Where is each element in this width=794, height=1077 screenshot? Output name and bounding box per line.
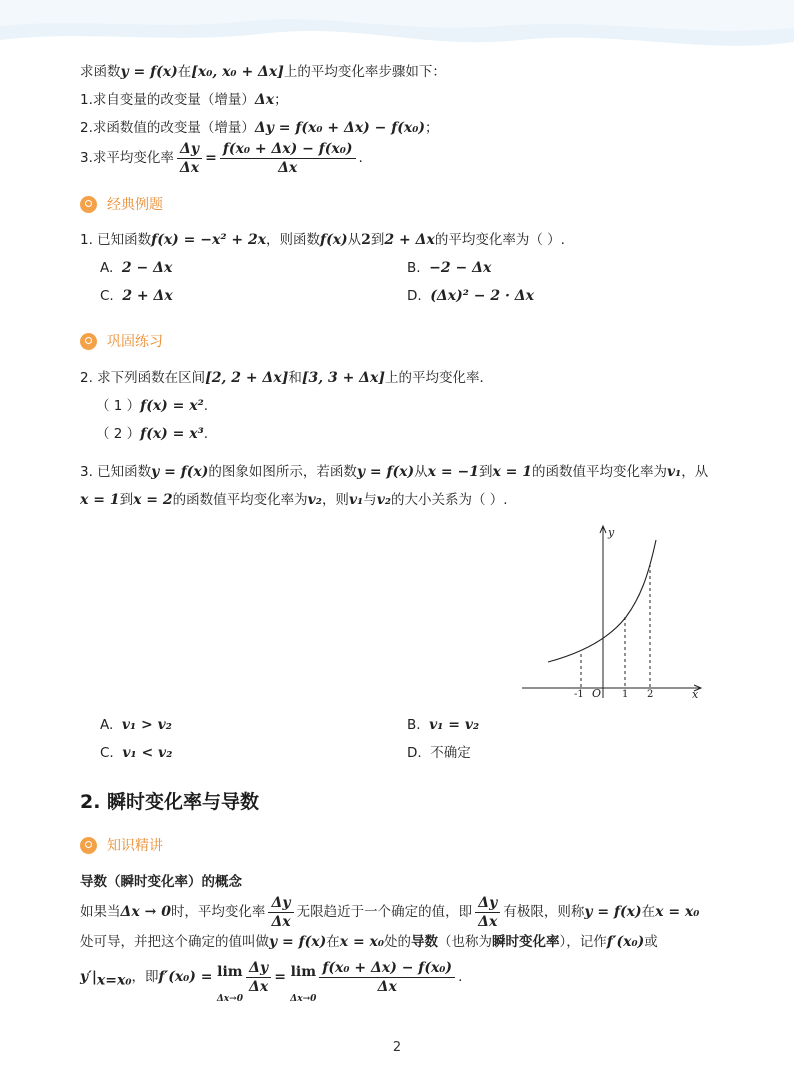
q2-part-1: （ 1 ）f(x) = x².	[96, 398, 209, 414]
section-2-title: 2. 瞬时变化率与导数	[80, 791, 260, 813]
bulb-icon	[80, 196, 97, 213]
origin-label: O	[592, 687, 602, 700]
concept-paragraph-1: 如果当Δx → 0时，平均变化率 $\frac{\Delta y}{\Delta x}$ 无限趋近于一个确定的值，即 $\frac{\Delta y}{\Delta x}$ 有极限，则称y = f(x)在x = x₀	[80, 894, 700, 930]
tick-label-neg1: -1	[574, 689, 584, 700]
tick-label-2: 2	[647, 689, 654, 700]
q3-option-b[interactable]: B. v₁ = v₂	[407, 717, 480, 733]
q2-part-2: （ 2 ）f(x) = x³.	[96, 426, 209, 442]
question-1-stem: 1. 已知函数f(x) = −x² + 2x，则函数f(x)从2到2 + Δx的平均变化率为（ ）.	[80, 232, 565, 248]
function-graph	[518, 522, 708, 702]
q1-option-a[interactable]: A. 2 − Δx	[100, 260, 173, 276]
intro-line-1: 求函数y = f(x)在[x₀, x₀ + Δx]上的平均变化率步骤如下：	[80, 64, 446, 80]
q1-option-b[interactable]: B. −2 − Δx	[407, 260, 492, 276]
section-heading-example: 经典例题	[80, 193, 163, 215]
limit-2: lim Δx→0	[290, 964, 317, 1004]
bulb-icon	[80, 333, 97, 350]
intro-step-2: 2.求函数值的改变量（增量）Δy = f(x₀ + Δx) − f(x₀)；	[80, 120, 439, 136]
fraction: $\frac{\Delta y}{\Delta x}$	[246, 959, 271, 996]
bulb-icon	[80, 837, 97, 854]
q1-option-d[interactable]: D. (Δx)² − 2 · Δx	[407, 288, 534, 304]
fraction: $\frac{\Delta y}{\Delta x}$	[268, 894, 293, 931]
fraction: $\frac{\text{f(x₀ + Δx) − f(x₀)}}{\Delta x}$	[220, 140, 356, 177]
intro-step-3: 3.求平均变化率 $\frac{\Delta y}{\Delta x}$ = $\frac{\text{f(x₀ + Δx) − f(x₀)}}{\Delta x}$ .	[80, 140, 363, 176]
fraction: $\frac{\Delta y}{\Delta x}$	[475, 894, 500, 931]
y-axis-label: y	[608, 526, 615, 539]
tick-label-1: 1	[622, 689, 629, 700]
x-axis-label: x	[692, 688, 699, 701]
fraction: $\frac{\text{f(x₀ + Δx) − f(x₀)}}{\Delta x}$	[319, 959, 455, 996]
q3-option-d[interactable]: D. 不确定	[407, 745, 471, 761]
curve	[548, 540, 656, 662]
page-number: 2	[392, 1040, 402, 1055]
intro-step-1: 1.求自变量的改变量（增量）Δx；	[80, 92, 288, 108]
section-heading-practice: 巩固练习	[80, 330, 163, 352]
limit-1: lim Δx→0	[216, 964, 243, 1004]
question-2-stem: 2. 求下列函数在区间[2, 2 + Δx]和[3, 3 + Δx]上的平均变化率．	[80, 370, 494, 386]
fraction: $\frac{\Delta y}{\Delta x}$	[177, 140, 202, 177]
question-3-line-2: x = 1到x = 2的函数值平均变化率为v₂，则v₁与v₂的大小关系为（ ）.	[80, 492, 508, 508]
concept-title: 导数（瞬时变化率）的概念	[80, 874, 242, 890]
concept-paragraph-3: $y'|_{x=x_0}$，即f′(x₀) = lim Δx→0 $\frac{\Delta y}{\Delta x}$ = lim Δx→0 $\frac{\text{f(x₀ + Δx) − f(x₀)}}{\Delta x}$ .	[80, 950, 462, 1004]
q3-option-c[interactable]: C. v₁ < v₂	[100, 745, 173, 761]
concept-paragraph-2: 处可导，并把这个确定的值叫做y = f(x)在x = x₀处的导数（也称为瞬时变化率），记作f′(x₀)或	[80, 934, 658, 950]
section-heading-knowledge: 知识精讲	[80, 834, 163, 856]
q1-option-c[interactable]: C. 2 + Δx	[100, 288, 173, 304]
question-3-line-1: 3. 已知函数y = f(x)的图象如图所示，若函数y = f(x)从x = −1到x = 1的函数值平均变化率为v₁，从	[80, 464, 709, 480]
q3-option-a[interactable]: A. v₁ > v₂	[100, 717, 172, 733]
